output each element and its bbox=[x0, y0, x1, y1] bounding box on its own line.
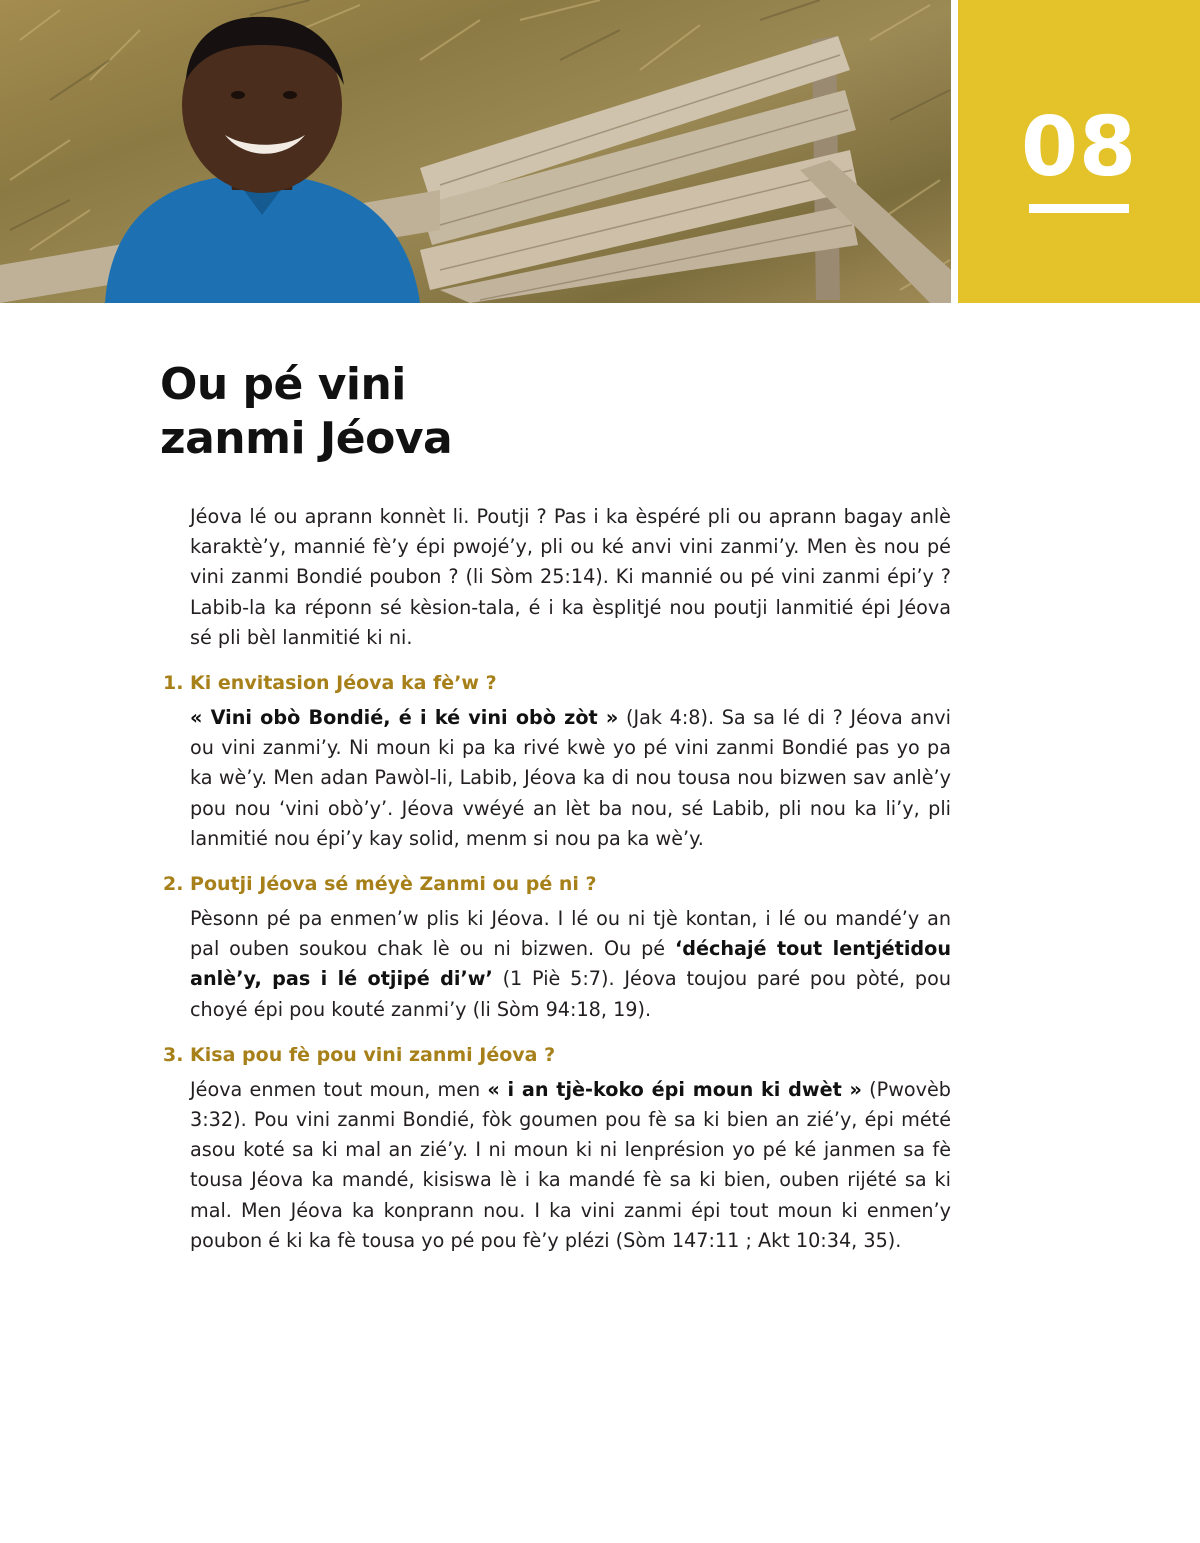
section-1-text: (Jak 4:8). Sa sa lé di ? Jéova anvi ou vini zanmi’y. Ni moun ki pa ka rivé kwè yo pé vini zanmi Bondié pas yo pa ka wè’y. Men adan Pawòl-li, Labib, Jéova ka di nou tousa nou bizwen sav anlè’y pou nou ‘vini obò’y’. Jéova vwéyé an lèt ba nou, sé Labib, pli nou ka li’y, pli lanmitié nou épi’y kay solid, menm si nou pa ka wè’y. bbox=[190, 706, 951, 850]
section-2-paragraph bbox=[190, 904, 951, 1025]
chapter-number-block bbox=[958, 0, 1200, 303]
section-1-scripture-quote: « Vini obò Bondié, é i ké vini obò zòt » bbox=[190, 706, 619, 730]
section-1 bbox=[163, 669, 951, 854]
section-2-question: 2. Poutji Jéova sé méyè Zanmi ou pé ni ? bbox=[163, 873, 597, 896]
lesson-content bbox=[163, 502, 951, 1272]
section-3 bbox=[163, 1041, 951, 1256]
man-on-bench-illustration bbox=[0, 0, 951, 303]
chapter-underline bbox=[1029, 204, 1129, 213]
intro-paragraph: Jéova lé ou aprann konnèt li. Poutji ? Pas i ka èspéré pli ou aprann bagay anlè karaktè’y, mannié fè’y épi pwojé’y, pli ou ké anvi vini zanmi’y. Men ès nou pé vini zanmi Bondié poubon ? (li Sòm 25:14). Ki mannié ou pé vini zanmi épi’y ? Labib-la ka réponn sé kèsion-tala, é i ka èsplitjé nou poutji lanmitié épi Jéova sé pli bèl lanmitié ki ni. bbox=[190, 505, 951, 649]
header-photo bbox=[0, 0, 951, 303]
page-title-line-1: Ou pé vini bbox=[160, 359, 406, 410]
section-3-paragraph bbox=[190, 1075, 951, 1256]
chapter-number: 08 bbox=[1020, 100, 1138, 195]
section-3-text-after: (Pwovèb 3:32). Pou vini zanmi Bondié, fòk goumen pou fè sa ki bien an zié’y, épi mété asou koté sa ki mal an zié’y. I ni moun ki ni lenprésion yo pé ké janmen sa fè tousa Jéova ka mandé, kisiswa lè i ka mandé fè sa ki bien, ouben rijété sa ki mal. Men Jéova ka konprann nou. I ka vini zanmi épi tout moun ki enmen’y poubon é ki ka fè tousa yo pé pou fè’y plézi (Sòm 147:11 ; Akt 10:34, 35). bbox=[190, 1077, 951, 1252]
section-1-question: 1. Ki envitasion Jéova ka fè’w ? bbox=[163, 672, 497, 695]
section-3-text-before: Jéova enmen tout moun, men bbox=[190, 1077, 488, 1101]
section-3-scripture-quote: « i an tjè-koko épi moun ki dwèt » bbox=[487, 1077, 862, 1101]
section-2-text-after: (1 Piè 5:7). Jéova toujou paré pou pòté, pou choyé épi pou kouté zanmi’y (li Sòm 94:18, 19). bbox=[190, 967, 951, 1021]
page-title-line-2: zanmi Jéova bbox=[160, 413, 453, 464]
section-2 bbox=[163, 870, 951, 1025]
section-1-paragraph bbox=[190, 703, 951, 854]
page-title bbox=[160, 358, 860, 466]
section-2-scripture-quote: ‘déchajé tout lentjétidou anlè’y, pas i lé otjipé di’w’ bbox=[190, 937, 951, 991]
section-3-question: 3. Kisa pou fè pou vini zanmi Jéova ? bbox=[163, 1043, 556, 1066]
section-2-text-before: Pèsonn pé pa enmen’w plis ki Jéova. I lé ou ni tjè kontan, i lé ou mandé’y an pal ouben soukou chak lè ou ni bizwen. Ou pé bbox=[190, 907, 951, 961]
